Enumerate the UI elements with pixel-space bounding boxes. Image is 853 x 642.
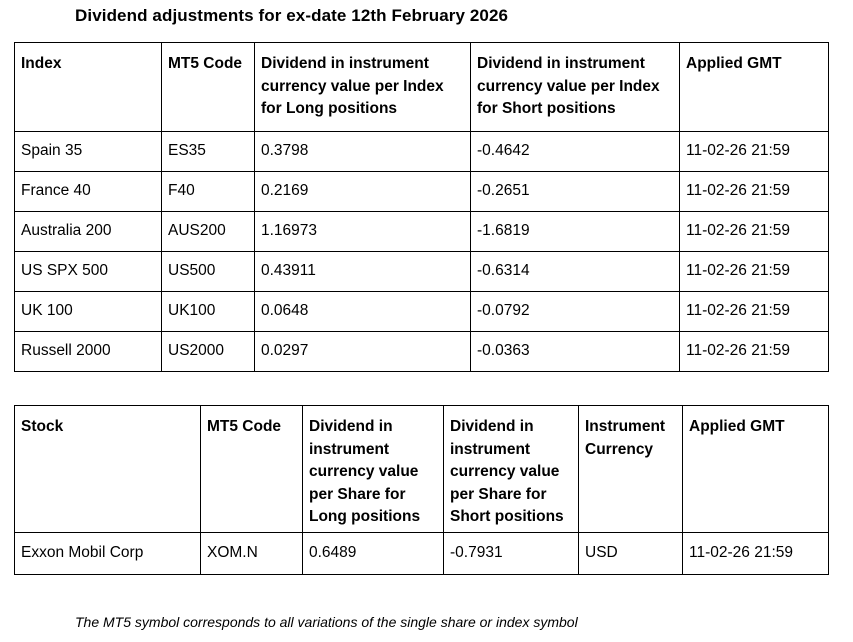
table-row bbox=[15, 212, 829, 252]
table-row bbox=[15, 292, 829, 332]
table-header-row bbox=[15, 43, 829, 132]
footnote: The MT5 symbol corresponds to all variations of the single share or index symbol bbox=[75, 614, 578, 630]
cell-dividend-long: 0.0648 bbox=[255, 292, 471, 332]
cell-index: Spain 35 bbox=[15, 132, 162, 172]
cell-dividend-short: -0.2651 bbox=[471, 172, 680, 212]
header-dividend-short: Dividend in instrument currency value per Share for Short positions bbox=[444, 406, 579, 533]
cell-dividend-long: 0.0297 bbox=[255, 332, 471, 372]
stock-dividend-table bbox=[14, 405, 829, 575]
cell-dividend-short: -0.0363 bbox=[471, 332, 680, 372]
table-row bbox=[15, 132, 829, 172]
cell-mt5-code: US500 bbox=[162, 252, 255, 292]
cell-dividend-short: -1.6819 bbox=[471, 212, 680, 252]
header-mt5-code: MT5 Code bbox=[201, 406, 303, 533]
table-row bbox=[15, 172, 829, 212]
cell-mt5-code: US2000 bbox=[162, 332, 255, 372]
header-mt5-code: MT5 Code bbox=[162, 43, 255, 132]
cell-dividend-short: -0.0792 bbox=[471, 292, 680, 332]
cell-instrument-currency: USD bbox=[579, 533, 683, 575]
page-title: Dividend adjustments for ex-date 12th February 2026 bbox=[75, 6, 509, 25]
cell-index: France 40 bbox=[15, 172, 162, 212]
header-applied-gmt: Applied GMT bbox=[680, 43, 829, 132]
cell-dividend-long: 0.2169 bbox=[255, 172, 471, 212]
cell-applied-gmt: 11-02-26 21:59 bbox=[680, 332, 829, 372]
cell-dividend-long: 0.6489 bbox=[303, 533, 444, 575]
cell-dividend-short: -0.7931 bbox=[444, 533, 579, 575]
header-dividend-long: Dividend in instrument currency value per Index for Long positions bbox=[255, 43, 471, 132]
cell-applied-gmt: 11-02-26 21:59 bbox=[683, 533, 829, 575]
cell-dividend-long: 0.3798 bbox=[255, 132, 471, 172]
cell-mt5-code: F40 bbox=[162, 172, 255, 212]
header-stock: Stock bbox=[15, 406, 201, 533]
header-instrument-currency: Instrument Currency bbox=[579, 406, 683, 533]
table-row bbox=[15, 252, 829, 292]
header-index: Index bbox=[15, 43, 162, 132]
cell-applied-gmt: 11-02-26 21:59 bbox=[680, 132, 829, 172]
cell-stock: Exxon Mobil Corp bbox=[15, 533, 201, 575]
cell-dividend-long: 1.16973 bbox=[255, 212, 471, 252]
cell-mt5-code: UK100 bbox=[162, 292, 255, 332]
cell-index: Russell 2000 bbox=[15, 332, 162, 372]
cell-applied-gmt: 11-02-26 21:59 bbox=[680, 252, 829, 292]
cell-index: US SPX 500 bbox=[15, 252, 162, 292]
cell-applied-gmt: 11-02-26 21:59 bbox=[680, 172, 829, 212]
header-dividend-long: Dividend in instrument currency value per Share for Long positions bbox=[303, 406, 444, 533]
cell-applied-gmt: 11-02-26 21:59 bbox=[680, 212, 829, 252]
cell-index: Australia 200 bbox=[15, 212, 162, 252]
table-row bbox=[15, 533, 829, 575]
header-applied-gmt: Applied GMT bbox=[683, 406, 829, 533]
cell-dividend-short: -0.4642 bbox=[471, 132, 680, 172]
header-dividend-short: Dividend in instrument currency value per Index for Short positions bbox=[471, 43, 680, 132]
index-dividend-table bbox=[14, 42, 829, 372]
cell-index: UK 100 bbox=[15, 292, 162, 332]
table-row bbox=[15, 332, 829, 372]
cell-mt5-code: ES35 bbox=[162, 132, 255, 172]
cell-applied-gmt: 11-02-26 21:59 bbox=[680, 292, 829, 332]
cell-mt5-code: XOM.N bbox=[201, 533, 303, 575]
table-header-row bbox=[15, 406, 829, 533]
cell-dividend-long: 0.43911 bbox=[255, 252, 471, 292]
cell-dividend-short: -0.6314 bbox=[471, 252, 680, 292]
cell-mt5-code: AUS200 bbox=[162, 212, 255, 252]
